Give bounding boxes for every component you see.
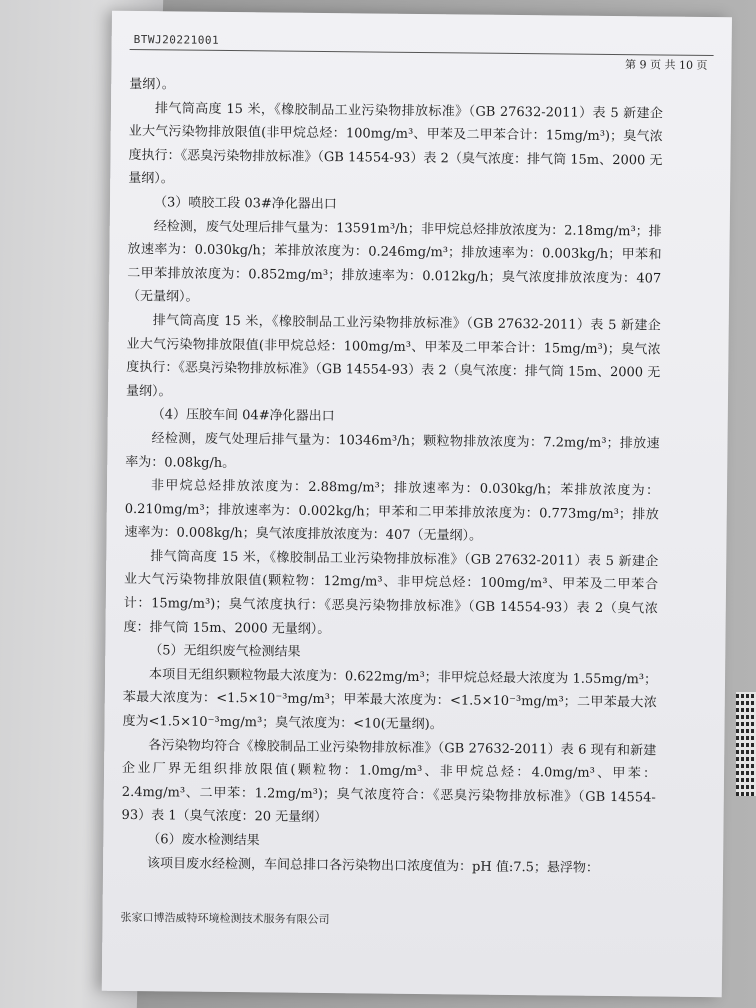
paragraph: 排气筒高度 15 米，《橡胶制品工业污染物排放标准》（GB 27632-2011）表 5 新建企业大气污染物排放限值(颗粒物：12mg/m³、非甲烷总烃：100mg/m³、甲苯及二甲苯合计：15mg/m³)；臭气浓度执行：《恶臭污染物排放标准》（GB 14554-93）表 2（臭气浓度：排气筒 15m、2000 无量纲）。: [123, 549, 659, 637]
report-number: BTWJ20221001: [133, 32, 220, 47]
paragraph: 经检测，废气处理后排气量为：10346m³/h；颗粒物排放浓度为：7.2mg/m³；排放速率为：0.08kg/h。: [125, 431, 660, 471]
document-body: [121, 73, 663, 881]
document-page: [102, 11, 732, 997]
paragraph: 非甲烷总烃排放浓度为：2.88mg/m³；排放速率为：0.030kg/h；苯排放浓度为：0.210mg/m³；排放速率为：0.002kg/h；甲苯和二甲苯排放浓度为：0.773mg/m³；排放速率为：0.008kg/h；臭气浓度排放浓度为：407（无量纲）。: [124, 478, 660, 544]
header-divider: [130, 49, 714, 56]
paragraph: 排气筒高度 15 米，《橡胶制品工业污染物排放标准》（GB 27632-2011）表 5 新建企业大气污染物排放限值(非甲烷总烃：100mg/m³、甲苯及二甲苯合计：15mg/m³)；臭气浓度执行：《恶臭污染物排放标准》（GB 14554-93）表 2（臭气浓度：排气筒 15m、2000 无量纲）。: [125, 313, 661, 400]
section-heading: （3）喷胶工段 03#净化器出口: [153, 195, 337, 213]
paragraph: 量纲）。: [129, 76, 175, 93]
paragraph: 各污染物均符合《橡胶制品工业污染物排放标准》（GB 27632-2011）表 6 现有和新建企业厂界无组织排放限值(颗粒物：1.0mg/m³、非甲烷总烃：4.0mg/m³、甲苯：2.4mg/m³、二甲苯：1.2mg/m³)；臭气浓度符合：《恶臭污染物排放标准》（GB 14554-93）表 1（臭气浓度：20 无量纲）: [121, 737, 657, 826]
page-number: 第 9 页 共 10 页: [624, 58, 708, 72]
paragraph: 该项目废水经检测，车间总排口各污染物出口浓度值为：pH 值:7.5；悬浮物：: [147, 855, 600, 876]
footer-company: 张家口博浩威特环境检测技术服务有限公司: [120, 910, 330, 927]
paragraph: 本项目无组织颗粒物最大浓度为：0.622mg/m³；非甲烷总烃最大浓度为 1.55mg/m³；苯最大浓度为：<1.5×10⁻³mg/m³；甲苯最大浓度为：<1.5×10⁻³mg/m³；二甲苯最大浓度为<1.5×10⁻³mg/m³；臭气浓度为：<10(无量纲)。: [122, 667, 658, 733]
section-heading: （6）废水检测结果: [147, 832, 260, 849]
section-heading: （5）无组织废气检测结果: [149, 643, 301, 661]
qr-code-icon: [736, 692, 756, 796]
paragraph: 经检测，废气处理后排气量为：13591m³/h；非甲烷总烃排放浓度为：2.18mg/m³；排放速率为：0.030kg/h；苯排放浓度为：0.246mg/m³；排放速率为：0.003kg/h；甲苯和二甲苯排放浓度为：0.852mg/m³；排放速率为：0.012kg/h；臭气浓度排放浓度为：407（无量纲）。: [126, 218, 662, 306]
paragraph: 排气筒高度 15 米，《橡胶制品工业污染物排放标准》（GB 27632-2011）表 5 新建企业大气污染物排放限值(非甲烷总烃：100mg/m³、甲苯及二甲苯合计：15mg/m³)；臭气浓度执行：《恶臭污染物排放标准》（GB 14554-93）表 2（臭气浓度：排气筒 15m、2000 无量纲）。: [128, 100, 664, 187]
section-heading: （4）压胶车间 04#净化器出口: [151, 407, 335, 425]
